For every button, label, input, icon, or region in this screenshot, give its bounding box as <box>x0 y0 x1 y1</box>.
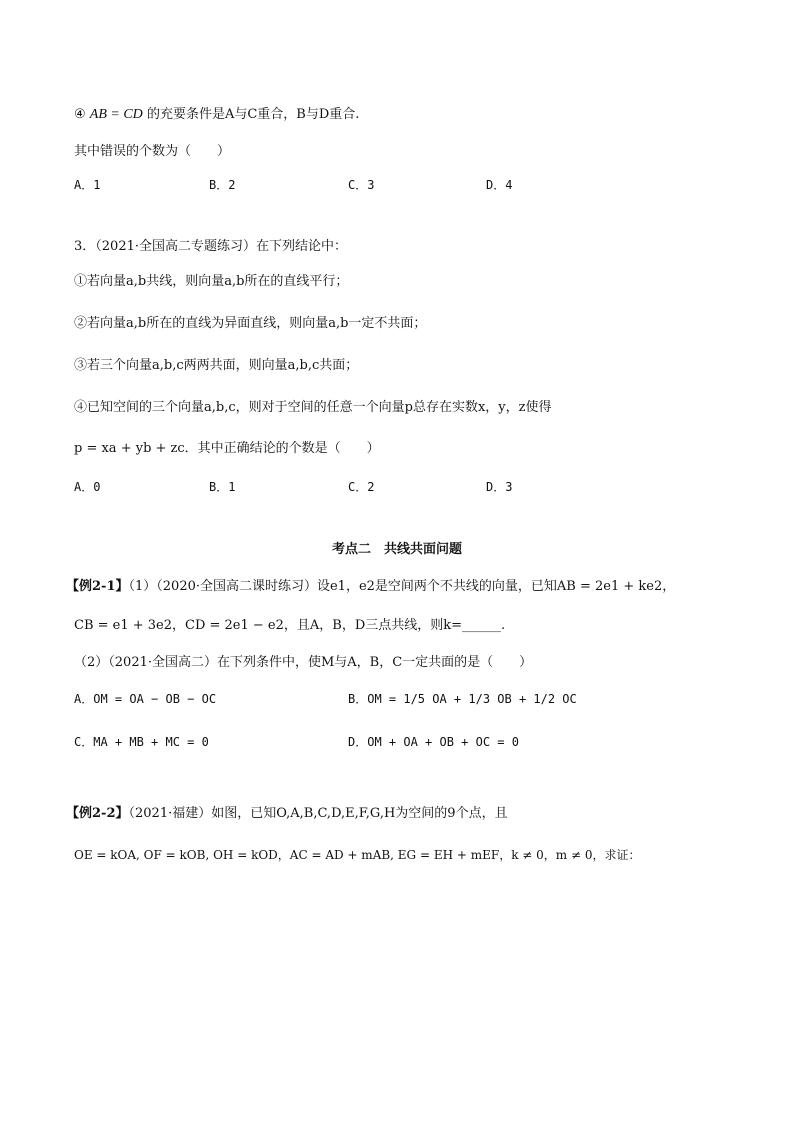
item4-line <box>74 106 359 124</box>
ex22-text: （2021·福建）如图，已知O,A,B,C,D,E,F,G,H为空间的9个点，且 <box>128 806 508 821</box>
ex22-tag: 【例2-2】 <box>66 806 129 821</box>
ex21-part2: （2）（2021·全国高二）在下列条件中，使M与A，B，C一定共面的是（ ） <box>74 655 533 670</box>
ex22-line-1 <box>66 805 508 823</box>
q3-option-b: B．1 <box>209 480 236 494</box>
q3-option-c: C．2 <box>348 480 375 494</box>
q3-statement-1: ①若向量a,b共线，则向量a,b所在的直线平行； <box>74 274 349 289</box>
q3-statement-2: ②若向量a,b所在的直线为异面直线，则向量a,b一定不共面； <box>74 316 427 331</box>
q3-statement-3: ③若三个向量a,b,c两两共面，则向量a,b,c共面； <box>74 358 359 373</box>
ex21-tag: 【例2-1】 <box>66 579 129 594</box>
q2-option-c: C．3 <box>348 178 375 192</box>
q2-option-b: B．2 <box>209 178 236 192</box>
ex21-part1: （1）（2020·全国高二课时练习）设e1，e2是空间两个不共线的向量，已知AB = 2e1 + ke2， <box>128 579 676 594</box>
q2-option-d: D．4 <box>486 178 513 192</box>
q3-stem: 3．（2021·全国高二专题练习）在下列结论中： <box>74 239 347 254</box>
ex21-line-1 <box>66 578 675 596</box>
item4-text: 的充要条件是A与C重合，B与D重合. <box>146 107 360 122</box>
q2-ask: 其中错误的个数为（ ） <box>74 144 231 159</box>
ex21-option-b: B．OM = 1/5 OA + 1/3 OB + 1/2 OC <box>348 692 577 706</box>
ex21-option-d: D．OM + OA + OB + OC = 0 <box>348 735 519 749</box>
item4-formula: AB = CD <box>89 107 143 122</box>
ex21-option-a: A．OM = OA − OB − OC <box>74 692 217 706</box>
item4-marker: ④ <box>74 107 86 122</box>
ex21-part1b: CB = e1 + 3e2，CD = 2e1 − e2，且A，B，D三点共线，则k=______. <box>74 618 506 633</box>
q3-option-d: D．3 <box>486 480 513 494</box>
ex21-option-c: C．MA + MB + MC = 0 <box>74 735 209 749</box>
q3-option-a: A．0 <box>74 480 101 494</box>
q3-statement-4b: p = xa + yb + zc．其中正确结论的个数是（ ） <box>74 441 380 456</box>
q3-statement-4a: ④已知空间的三个向量a,b,c，则对于空间的任意一个向量p总存在实数x，y，z使得 <box>74 400 552 415</box>
ex22-conditions: OE = kOA, OF = kOB, OH = kOD，AC = AD + mAB, EG = EH + mEF，k ≠ 0，m ≠ 0，求证： <box>74 848 641 862</box>
section-title: 考点二 共线共面问题 <box>331 542 462 557</box>
q2-option-a: A．1 <box>74 178 101 192</box>
